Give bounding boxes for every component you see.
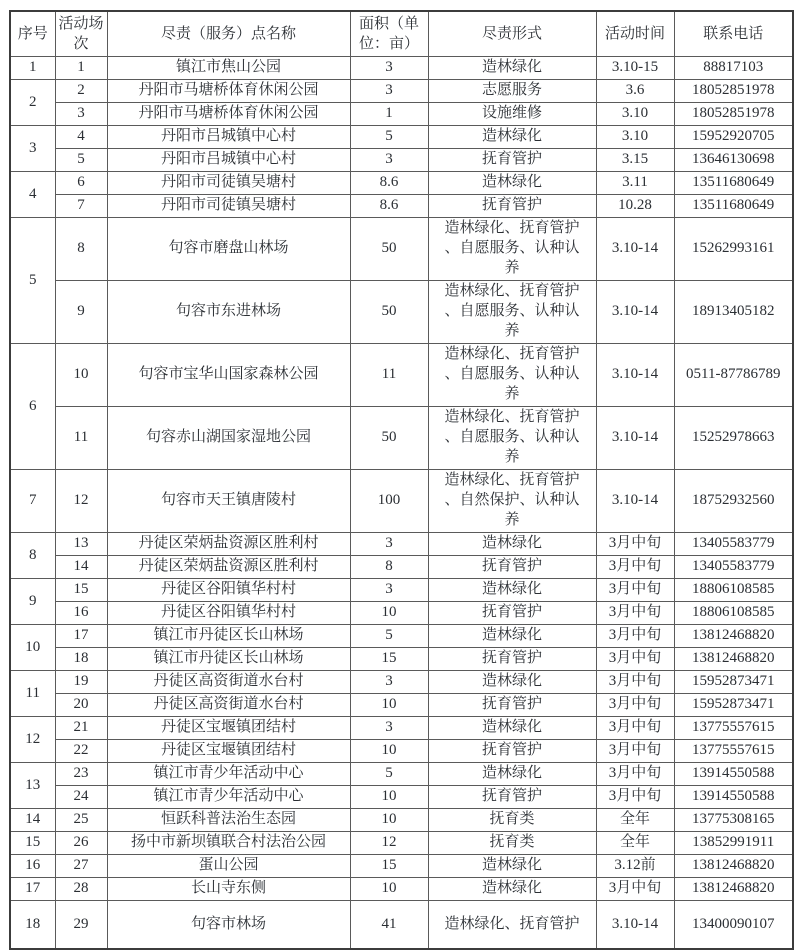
cell-site-name: 长山寺东侧	[107, 878, 350, 901]
cell-phone: 13812468820	[674, 648, 793, 671]
cell-serial-number: 8	[10, 533, 55, 579]
cell-area: 11	[350, 344, 428, 407]
cell-phone: 18752932560	[674, 470, 793, 533]
cell-phone: 13511680649	[674, 195, 793, 218]
cell-phone: 13400090107	[674, 901, 793, 950]
cell-time: 3.11	[596, 172, 674, 195]
column-header-time: 活动时间	[596, 11, 674, 57]
cell-area: 3	[350, 579, 428, 602]
cell-area: 12	[350, 832, 428, 855]
cell-serial-number: 5	[10, 218, 55, 344]
table-row	[10, 717, 793, 740]
table-row	[10, 625, 793, 648]
cell-form: 志愿服务	[428, 80, 596, 103]
table-row	[10, 103, 793, 126]
cell-site-name: 丹徒区荣炳盐资源区胜利村	[107, 556, 350, 579]
cell-time: 10.28	[596, 195, 674, 218]
cell-site-name: 丹徒区高资街道水台村	[107, 694, 350, 717]
cell-session: 4	[55, 126, 107, 149]
table-row	[10, 671, 793, 694]
table-row	[10, 694, 793, 717]
cell-time: 3.10	[596, 103, 674, 126]
cell-session: 11	[55, 407, 107, 470]
table-row	[10, 832, 793, 855]
cell-session: 5	[55, 149, 107, 172]
cell-site-name: 句容市东进林场	[107, 281, 350, 344]
cell-area: 10	[350, 694, 428, 717]
cell-time: 3月中旬	[596, 786, 674, 809]
cell-area: 10	[350, 740, 428, 763]
table-header	[10, 11, 793, 57]
cell-phone: 13914550588	[674, 763, 793, 786]
cell-area: 10	[350, 878, 428, 901]
cell-phone: 13812468820	[674, 855, 793, 878]
table-row	[10, 602, 793, 625]
cell-time: 3月中旬	[596, 579, 674, 602]
cell-form: 抚育管护	[428, 740, 596, 763]
cell-serial-number: 12	[10, 717, 55, 763]
cell-phone: 13405583779	[674, 556, 793, 579]
cell-time: 全年	[596, 832, 674, 855]
cell-serial-number: 14	[10, 809, 55, 832]
cell-time: 3月中旬	[596, 763, 674, 786]
column-header-serial-number: 序号	[10, 11, 55, 57]
cell-site-name: 蛋山公园	[107, 855, 350, 878]
table-row	[10, 648, 793, 671]
cell-site-name: 扬中市新坝镇联合村法治公园	[107, 832, 350, 855]
cell-form: 设施维修	[428, 103, 596, 126]
cell-form: 造林绿化	[428, 878, 596, 901]
cell-serial-number: 13	[10, 763, 55, 809]
cell-area: 8.6	[350, 195, 428, 218]
cell-site-name: 丹徒区宝堰镇团结村	[107, 740, 350, 763]
cell-form: 抚育管护	[428, 195, 596, 218]
cell-site-name: 丹徒区谷阳镇华村村	[107, 579, 350, 602]
cell-session: 6	[55, 172, 107, 195]
header-row	[10, 11, 793, 57]
cell-session: 13	[55, 533, 107, 556]
cell-form: 造林绿化	[428, 855, 596, 878]
cell-site-name: 丹徒区荣炳盐资源区胜利村	[107, 533, 350, 556]
cell-phone: 13812468820	[674, 625, 793, 648]
duty-points-table	[9, 10, 794, 950]
cell-phone: 15952873471	[674, 694, 793, 717]
cell-site-name: 镇江市青少年活动中心	[107, 763, 350, 786]
cell-form: 抚育管护	[428, 556, 596, 579]
cell-area: 10	[350, 786, 428, 809]
cell-time: 3.10-14	[596, 344, 674, 407]
cell-form: 抚育管护	[428, 602, 596, 625]
cell-area: 50	[350, 281, 428, 344]
cell-session: 9	[55, 281, 107, 344]
cell-session: 14	[55, 556, 107, 579]
cell-phone: 13775557615	[674, 717, 793, 740]
cell-form: 造林绿化	[428, 126, 596, 149]
cell-time: 3.10-14	[596, 281, 674, 344]
cell-time: 3月中旬	[596, 648, 674, 671]
cell-form: 抚育管护	[428, 694, 596, 717]
cell-area: 8	[350, 556, 428, 579]
cell-area: 3	[350, 717, 428, 740]
cell-time: 全年	[596, 809, 674, 832]
cell-area: 50	[350, 407, 428, 470]
cell-area: 15	[350, 855, 428, 878]
cell-form: 造林绿化	[428, 671, 596, 694]
cell-site-name: 丹阳市吕城镇中心村	[107, 149, 350, 172]
cell-phone: 18052851978	[674, 80, 793, 103]
table-row	[10, 809, 793, 832]
cell-session: 3	[55, 103, 107, 126]
cell-phone: 13646130698	[674, 149, 793, 172]
cell-time: 3.10-14	[596, 901, 674, 950]
cell-session: 19	[55, 671, 107, 694]
table-body	[10, 57, 793, 950]
cell-serial-number: 10	[10, 625, 55, 671]
cell-site-name: 丹徒区高资街道水台村	[107, 671, 350, 694]
cell-time: 3月中旬	[596, 671, 674, 694]
cell-site-name: 丹徒区宝堰镇团结村	[107, 717, 350, 740]
cell-form: 抚育类	[428, 809, 596, 832]
cell-form: 造林绿化	[428, 763, 596, 786]
column-header-phone: 联系电话	[674, 11, 793, 57]
cell-phone: 15952920705	[674, 126, 793, 149]
cell-session: 15	[55, 579, 107, 602]
table-row	[10, 80, 793, 103]
cell-session: 10	[55, 344, 107, 407]
cell-area: 10	[350, 602, 428, 625]
cell-area: 3	[350, 57, 428, 80]
cell-area: 5	[350, 126, 428, 149]
cell-session: 2	[55, 80, 107, 103]
cell-area: 50	[350, 218, 428, 281]
table-row	[10, 878, 793, 901]
cell-serial-number: 7	[10, 470, 55, 533]
cell-serial-number: 2	[10, 80, 55, 126]
cell-session: 1	[55, 57, 107, 80]
cell-site-name: 句容赤山湖国家湿地公园	[107, 407, 350, 470]
cell-session: 26	[55, 832, 107, 855]
table-row	[10, 344, 793, 407]
column-header-site-name: 尽责（服务）点名称	[107, 11, 350, 57]
cell-phone: 13405583779	[674, 533, 793, 556]
cell-site-name: 句容市磨盘山林场	[107, 218, 350, 281]
table-row	[10, 786, 793, 809]
cell-form: 造林绿化	[428, 172, 596, 195]
cell-phone: 13852991911	[674, 832, 793, 855]
cell-form: 造林绿化、抚育管护、自愿服务、认种认养	[428, 218, 596, 281]
cell-area: 15	[350, 648, 428, 671]
cell-session: 20	[55, 694, 107, 717]
cell-session: 8	[55, 218, 107, 281]
cell-time: 3.10-14	[596, 470, 674, 533]
cell-phone: 88817103	[674, 57, 793, 80]
column-header-session: 活动场次	[55, 11, 107, 57]
cell-area: 3	[350, 149, 428, 172]
cell-time: 3.10-15	[596, 57, 674, 80]
cell-area: 5	[350, 763, 428, 786]
cell-form: 造林绿化	[428, 717, 596, 740]
cell-site-name: 恒跃科普法治生态园	[107, 809, 350, 832]
cell-phone: 13775557615	[674, 740, 793, 763]
cell-form: 抚育管护	[428, 786, 596, 809]
table-row	[10, 195, 793, 218]
cell-time: 3.6	[596, 80, 674, 103]
cell-form: 抚育管护	[428, 149, 596, 172]
cell-time: 3月中旬	[596, 533, 674, 556]
cell-site-name: 丹阳市司徒镇吴塘村	[107, 172, 350, 195]
cell-site-name: 句容市林场	[107, 901, 350, 950]
table-row	[10, 126, 793, 149]
table-row	[10, 407, 793, 470]
cell-session: 17	[55, 625, 107, 648]
cell-serial-number: 3	[10, 126, 55, 172]
cell-time: 3.12前	[596, 855, 674, 878]
cell-form: 造林绿化	[428, 57, 596, 80]
table-row	[10, 533, 793, 556]
cell-area: 8.6	[350, 172, 428, 195]
column-header-area: 面积（单位：亩）	[350, 11, 428, 57]
table-row	[10, 763, 793, 786]
cell-time: 3月中旬	[596, 694, 674, 717]
cell-site-name: 镇江市丹徒区长山林场	[107, 625, 350, 648]
cell-serial-number: 17	[10, 878, 55, 901]
cell-session: 16	[55, 602, 107, 625]
cell-session: 18	[55, 648, 107, 671]
cell-site-name: 丹阳市马塘桥体育休闲公园	[107, 103, 350, 126]
table-row	[10, 57, 793, 80]
cell-area: 5	[350, 625, 428, 648]
table-row	[10, 579, 793, 602]
cell-time: 3.10-14	[596, 218, 674, 281]
cell-session: 25	[55, 809, 107, 832]
cell-session: 29	[55, 901, 107, 950]
cell-form: 造林绿化	[428, 533, 596, 556]
cell-time: 3.15	[596, 149, 674, 172]
cell-form: 造林绿化、抚育管护	[428, 901, 596, 950]
cell-phone: 13914550588	[674, 786, 793, 809]
cell-area: 100	[350, 470, 428, 533]
cell-serial-number: 18	[10, 901, 55, 950]
cell-phone: 18806108585	[674, 602, 793, 625]
cell-site-name: 丹徒区谷阳镇华村村	[107, 602, 350, 625]
cell-session: 24	[55, 786, 107, 809]
cell-serial-number: 16	[10, 855, 55, 878]
cell-form: 造林绿化	[428, 625, 596, 648]
table-row	[10, 281, 793, 344]
cell-session: 12	[55, 470, 107, 533]
cell-serial-number: 9	[10, 579, 55, 625]
cell-site-name: 镇江市青少年活动中心	[107, 786, 350, 809]
cell-serial-number: 4	[10, 172, 55, 218]
table-row	[10, 855, 793, 878]
cell-phone: 13775308165	[674, 809, 793, 832]
cell-area: 41	[350, 901, 428, 950]
cell-form: 造林绿化、抚育管护、自愿服务、认种认养	[428, 344, 596, 407]
cell-session: 27	[55, 855, 107, 878]
cell-phone: 18806108585	[674, 579, 793, 602]
cell-form: 造林绿化	[428, 579, 596, 602]
cell-time: 3月中旬	[596, 740, 674, 763]
column-header-form: 尽责形式	[428, 11, 596, 57]
cell-form: 抚育类	[428, 832, 596, 855]
cell-serial-number: 11	[10, 671, 55, 717]
cell-area: 3	[350, 671, 428, 694]
cell-area: 1	[350, 103, 428, 126]
cell-time: 3月中旬	[596, 602, 674, 625]
cell-area: 10	[350, 809, 428, 832]
cell-time: 3.10	[596, 126, 674, 149]
cell-site-name: 丹阳市马塘桥体育休闲公园	[107, 80, 350, 103]
cell-phone: 13812468820	[674, 878, 793, 901]
cell-time: 3月中旬	[596, 625, 674, 648]
table-row	[10, 556, 793, 579]
cell-form: 抚育管护	[428, 648, 596, 671]
cell-form: 造林绿化、抚育管护、自然保护、认种认养	[428, 470, 596, 533]
cell-phone: 15952873471	[674, 671, 793, 694]
cell-phone: 15252978663	[674, 407, 793, 470]
cell-site-name: 丹阳市吕城镇中心村	[107, 126, 350, 149]
cell-session: 28	[55, 878, 107, 901]
cell-phone: 18052851978	[674, 103, 793, 126]
cell-session: 23	[55, 763, 107, 786]
table-row	[10, 218, 793, 281]
cell-phone: 18913405182	[674, 281, 793, 344]
table-row	[10, 172, 793, 195]
cell-area: 3	[350, 80, 428, 103]
cell-area: 3	[350, 533, 428, 556]
cell-site-name: 句容市天王镇唐陵村	[107, 470, 350, 533]
table-row	[10, 740, 793, 763]
cell-phone: 0511-87786789	[674, 344, 793, 407]
cell-time: 3月中旬	[596, 717, 674, 740]
table-row	[10, 470, 793, 533]
cell-serial-number: 15	[10, 832, 55, 855]
cell-time: 3月中旬	[596, 878, 674, 901]
cell-site-name: 镇江市焦山公园	[107, 57, 350, 80]
cell-session: 21	[55, 717, 107, 740]
cell-serial-number: 1	[10, 57, 55, 80]
cell-serial-number: 6	[10, 344, 55, 470]
cell-session: 7	[55, 195, 107, 218]
table-row	[10, 149, 793, 172]
cell-form: 造林绿化、抚育管护、自愿服务、认种认养	[428, 407, 596, 470]
cell-phone: 13511680649	[674, 172, 793, 195]
cell-time: 3月中旬	[596, 556, 674, 579]
cell-site-name: 句容市宝华山国家森林公园	[107, 344, 350, 407]
cell-time: 3.10-14	[596, 407, 674, 470]
cell-session: 22	[55, 740, 107, 763]
cell-site-name: 丹阳市司徒镇吴塘村	[107, 195, 350, 218]
cell-phone: 15262993161	[674, 218, 793, 281]
cell-form: 造林绿化、抚育管护、自愿服务、认种认养	[428, 281, 596, 344]
cell-site-name: 镇江市丹徒区长山林场	[107, 648, 350, 671]
